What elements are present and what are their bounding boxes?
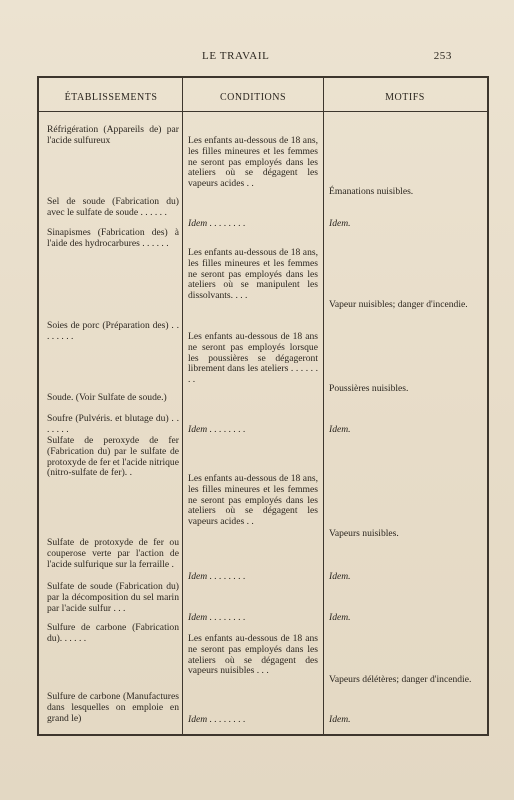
- motif-cell: Idem.: [329, 424, 351, 435]
- establishment-cell: Sulfate de soude (Fabrication du) par la décomposition du sel marin par l'acide sulfur . . .: [47, 581, 179, 614]
- column-divider: [182, 78, 183, 734]
- establishment-cell: Sulfure de carbone (Manufactures dans lesquelles on emploie en grand le): [47, 691, 179, 724]
- condition-cell: Les enfants au-dessous de 18 ans, les filles mineures et les femmes ne seront pas employés dans les ateliers où se dégagent les vapeurs acides . .: [188, 473, 318, 528]
- motif-cell: Émanations nuisibles.: [329, 186, 414, 197]
- establishment-cell: Sulfate de peroxyde de fer (Fabrication du) par le sulfate de protoxyde de fer et l'acide nitrique (nitro-sulfate de fer). .: [47, 435, 179, 479]
- establishment-cell: Sulfate de protoxyde de fer ou couperose verte par l'action de l'acide sulfurique sur la ferraille .: [47, 537, 179, 570]
- condition-cell: Les enfants au-dessous de 18 ans, les filles mineures et les femmes ne seront pas employés dans les ateliers où se manipulent les dissolvants. . . .: [188, 247, 318, 302]
- condition-cell: Idem . . . . . . . .: [188, 424, 246, 435]
- motif-cell: Idem.: [329, 571, 351, 582]
- establishment-cell: Soies de porc (Préparation des) . . . . . . . .: [47, 320, 179, 342]
- condition-cell: Idem . . . . . . . .: [188, 571, 246, 582]
- table-header: [39, 78, 487, 112]
- condition-cell: Idem . . . . . . . .: [188, 218, 246, 229]
- condition-cell: Idem . . . . . . . .: [188, 612, 246, 623]
- header-establishments: ÉTABLISSEMENTS: [64, 92, 158, 103]
- condition-cell: Idem . . . . . . . .: [188, 714, 246, 725]
- establishment-cell: Réfrigération (Appareils de) par l'acide sulfureux: [47, 124, 179, 146]
- establishment-cell: Sulfure de carbone (Fabrication du). . . . . .: [47, 622, 179, 644]
- header-motifs: MOTIFS: [385, 92, 425, 103]
- motif-cell: Idem.: [329, 218, 351, 229]
- establishment-cell: Sinapismes (Fabrication des) à l'aide des hydrocarbures . . . . . .: [47, 227, 179, 249]
- regulation-table: [37, 76, 489, 736]
- condition-cell: Les enfants au-dessous de 18 ans, les filles mineures et les femmes ne seront pas employés dans les ateliers où se dégagent les vapeurs acides . .: [188, 135, 318, 190]
- column-divider: [323, 78, 324, 734]
- establishment-cell: Soufre (Pulvéris. et blutage du) . . . . . . .: [47, 413, 179, 435]
- establishment-cell: Soude. (Voir Sulfate de soude.): [47, 392, 167, 403]
- motif-cell: Poussières nuisibles.: [329, 383, 409, 394]
- page-number: 253: [433, 50, 452, 62]
- motif-cell: Vapeur nuisibles; danger d'incendie.: [329, 299, 468, 310]
- establishment-cell: Sel de soude (Fabrication du) avec le sulfate de soude . . . . . .: [47, 196, 179, 218]
- header-conditions: CONDITIONS: [219, 92, 287, 103]
- motif-cell: Idem.: [329, 612, 351, 623]
- motif-cell: Vapeurs nuisibles.: [329, 528, 399, 539]
- condition-cell: Les enfants au-dessous de 18 ans ne seront pas employés dans les ateliers où se dégagent des vapeurs nuisibles . . .: [188, 633, 318, 677]
- condition-cell: Les enfants au-dessous de 18 ans ne seront pas employés lorsque les poussières se dégageront librement dans les ateliers . . . . . . . .: [188, 331, 318, 386]
- running-head: [0, 50, 514, 66]
- running-head-title: LE TRAVAIL: [202, 50, 270, 62]
- motif-cell: Idem.: [329, 714, 351, 725]
- motif-cell: Vapeurs délétères; danger d'incendie.: [329, 674, 472, 685]
